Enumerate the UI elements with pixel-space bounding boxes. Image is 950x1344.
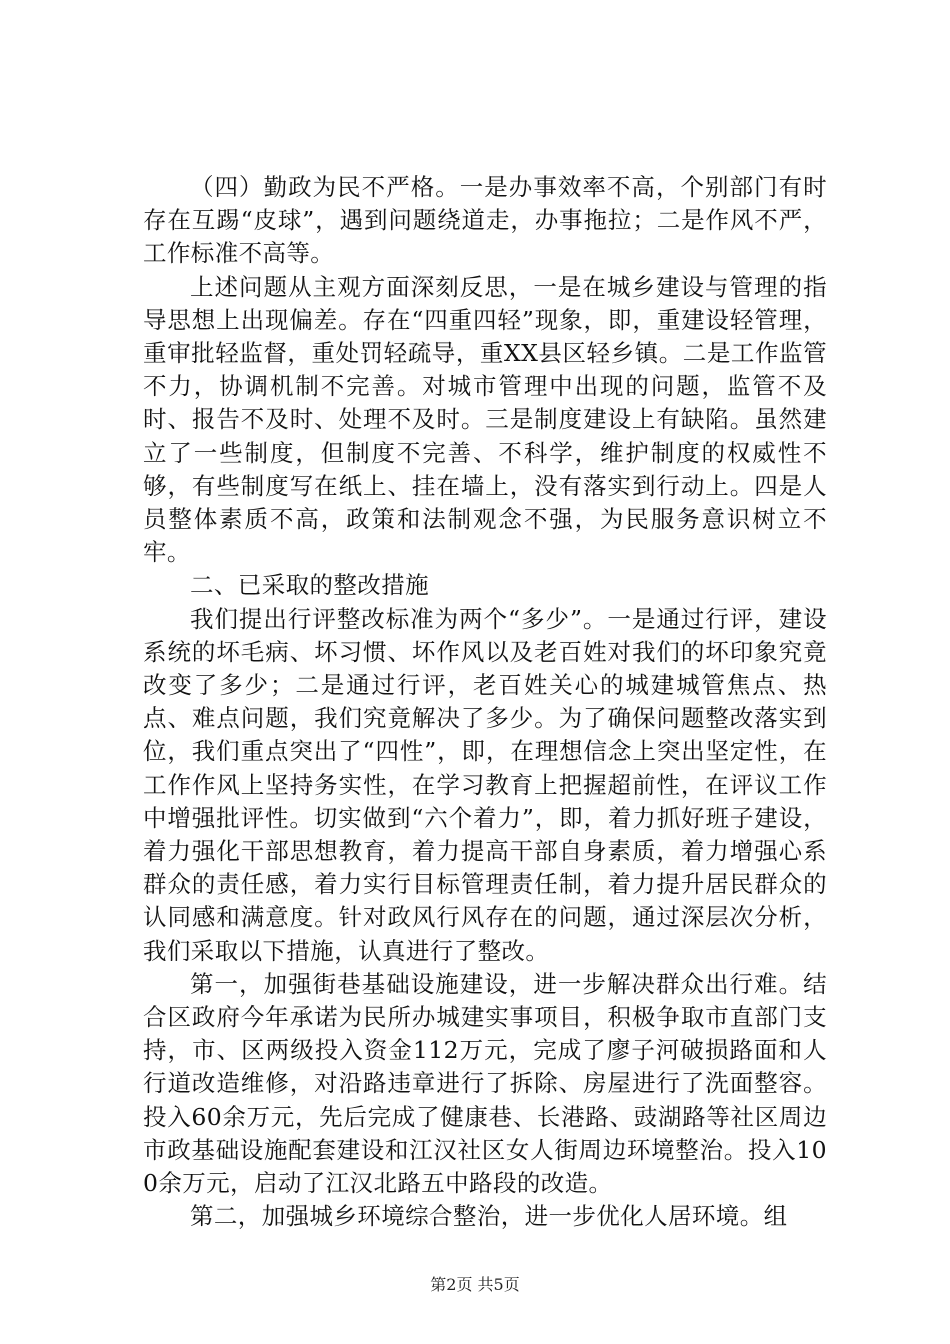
paragraph-reflection: 上述问题从主观方面深刻反思，一是在城乡建设与管理的指导思想上出现偏差。存在“四重四轻”现象，即，重建设轻管理，重审批轻监督，重处罚轻疏导，重XX县区轻乡镇。二是工作监管不力，协调机制不完善。对城市管理中出现的问题，监管不及时、报告不及时、处理不及时。三是制度建设上有缺陷。虽然建立了一些制度，但制度不完善、不科学，维护制度的权威性不够，有些制度写在纸上、挂在墙上，没有落实到行动上。四是人员整体素质不高，政策和法制观念不强，为民服务意识树立不牢。 <box>143 272 827 567</box>
paragraph-standards: 我们提出行评整改标准为两个“多少”。一是通过行评，建设系统的坏毛病、坏习惯、坏作风以及老百姓对我们的坏印象究竟改变了多少；二是通过行评，老百姓关心的城建城管焦点、热点、难点问题，我们究竟解决了多少。为了确保问题整改落实到位，我们重点突出了“四性”，即，在理想信念上突出坚定性，在工作作风上坚持务实性，在学习教育上把握超前性，在评议工作中增强批评性。切实做到“六个着力”，即，着力抓好班子建设，着力强化干部思想教育，着力提高干部自身素质，着力增强心系群众的责任感，着力实行目标管理责任制，着力提升居民群众的认同感和满意度。针对政风行风存在的问题，通过深层次分析，我们采取以下措施，认真进行了整改。 <box>143 604 827 965</box>
paragraph-first-measure: 第一，加强街巷基础设施建设，进一步解决群众出行难。结合区政府今年承诺为民所办城建实事项目，积极争取市直部门支持，市、区两级投入资金112万元，完成了廖子河破损路面和人行道改造维修，对沿路违章进行了拆除、房屋进行了洗面整容。投入60余万元，先后完成了健康巷、长港路、豉湖路等社区周边市政基础设施配套建设和江汉社区女人街周边环境整治。投入100余万元，启动了江汉北路五中路段的改造。 <box>143 969 827 1198</box>
page-footer: 第2页 共5页 <box>430 1275 520 1294</box>
document-body <box>143 171 827 1234</box>
paragraph-diligence-issue: （四）勤政为民不严格。一是办事效率不高，个别部门有时存在互踢“皮球”，遇到问题绕道走，办事拖拉；二是作风不严，工作标准不高等。 <box>143 173 827 268</box>
paragraph-second-measure: 第二，加强城乡环境综合整治，进一步优化人居环境。组 <box>190 1202 788 1231</box>
section-heading-measures: 二、已采取的整改措施 <box>190 571 429 600</box>
